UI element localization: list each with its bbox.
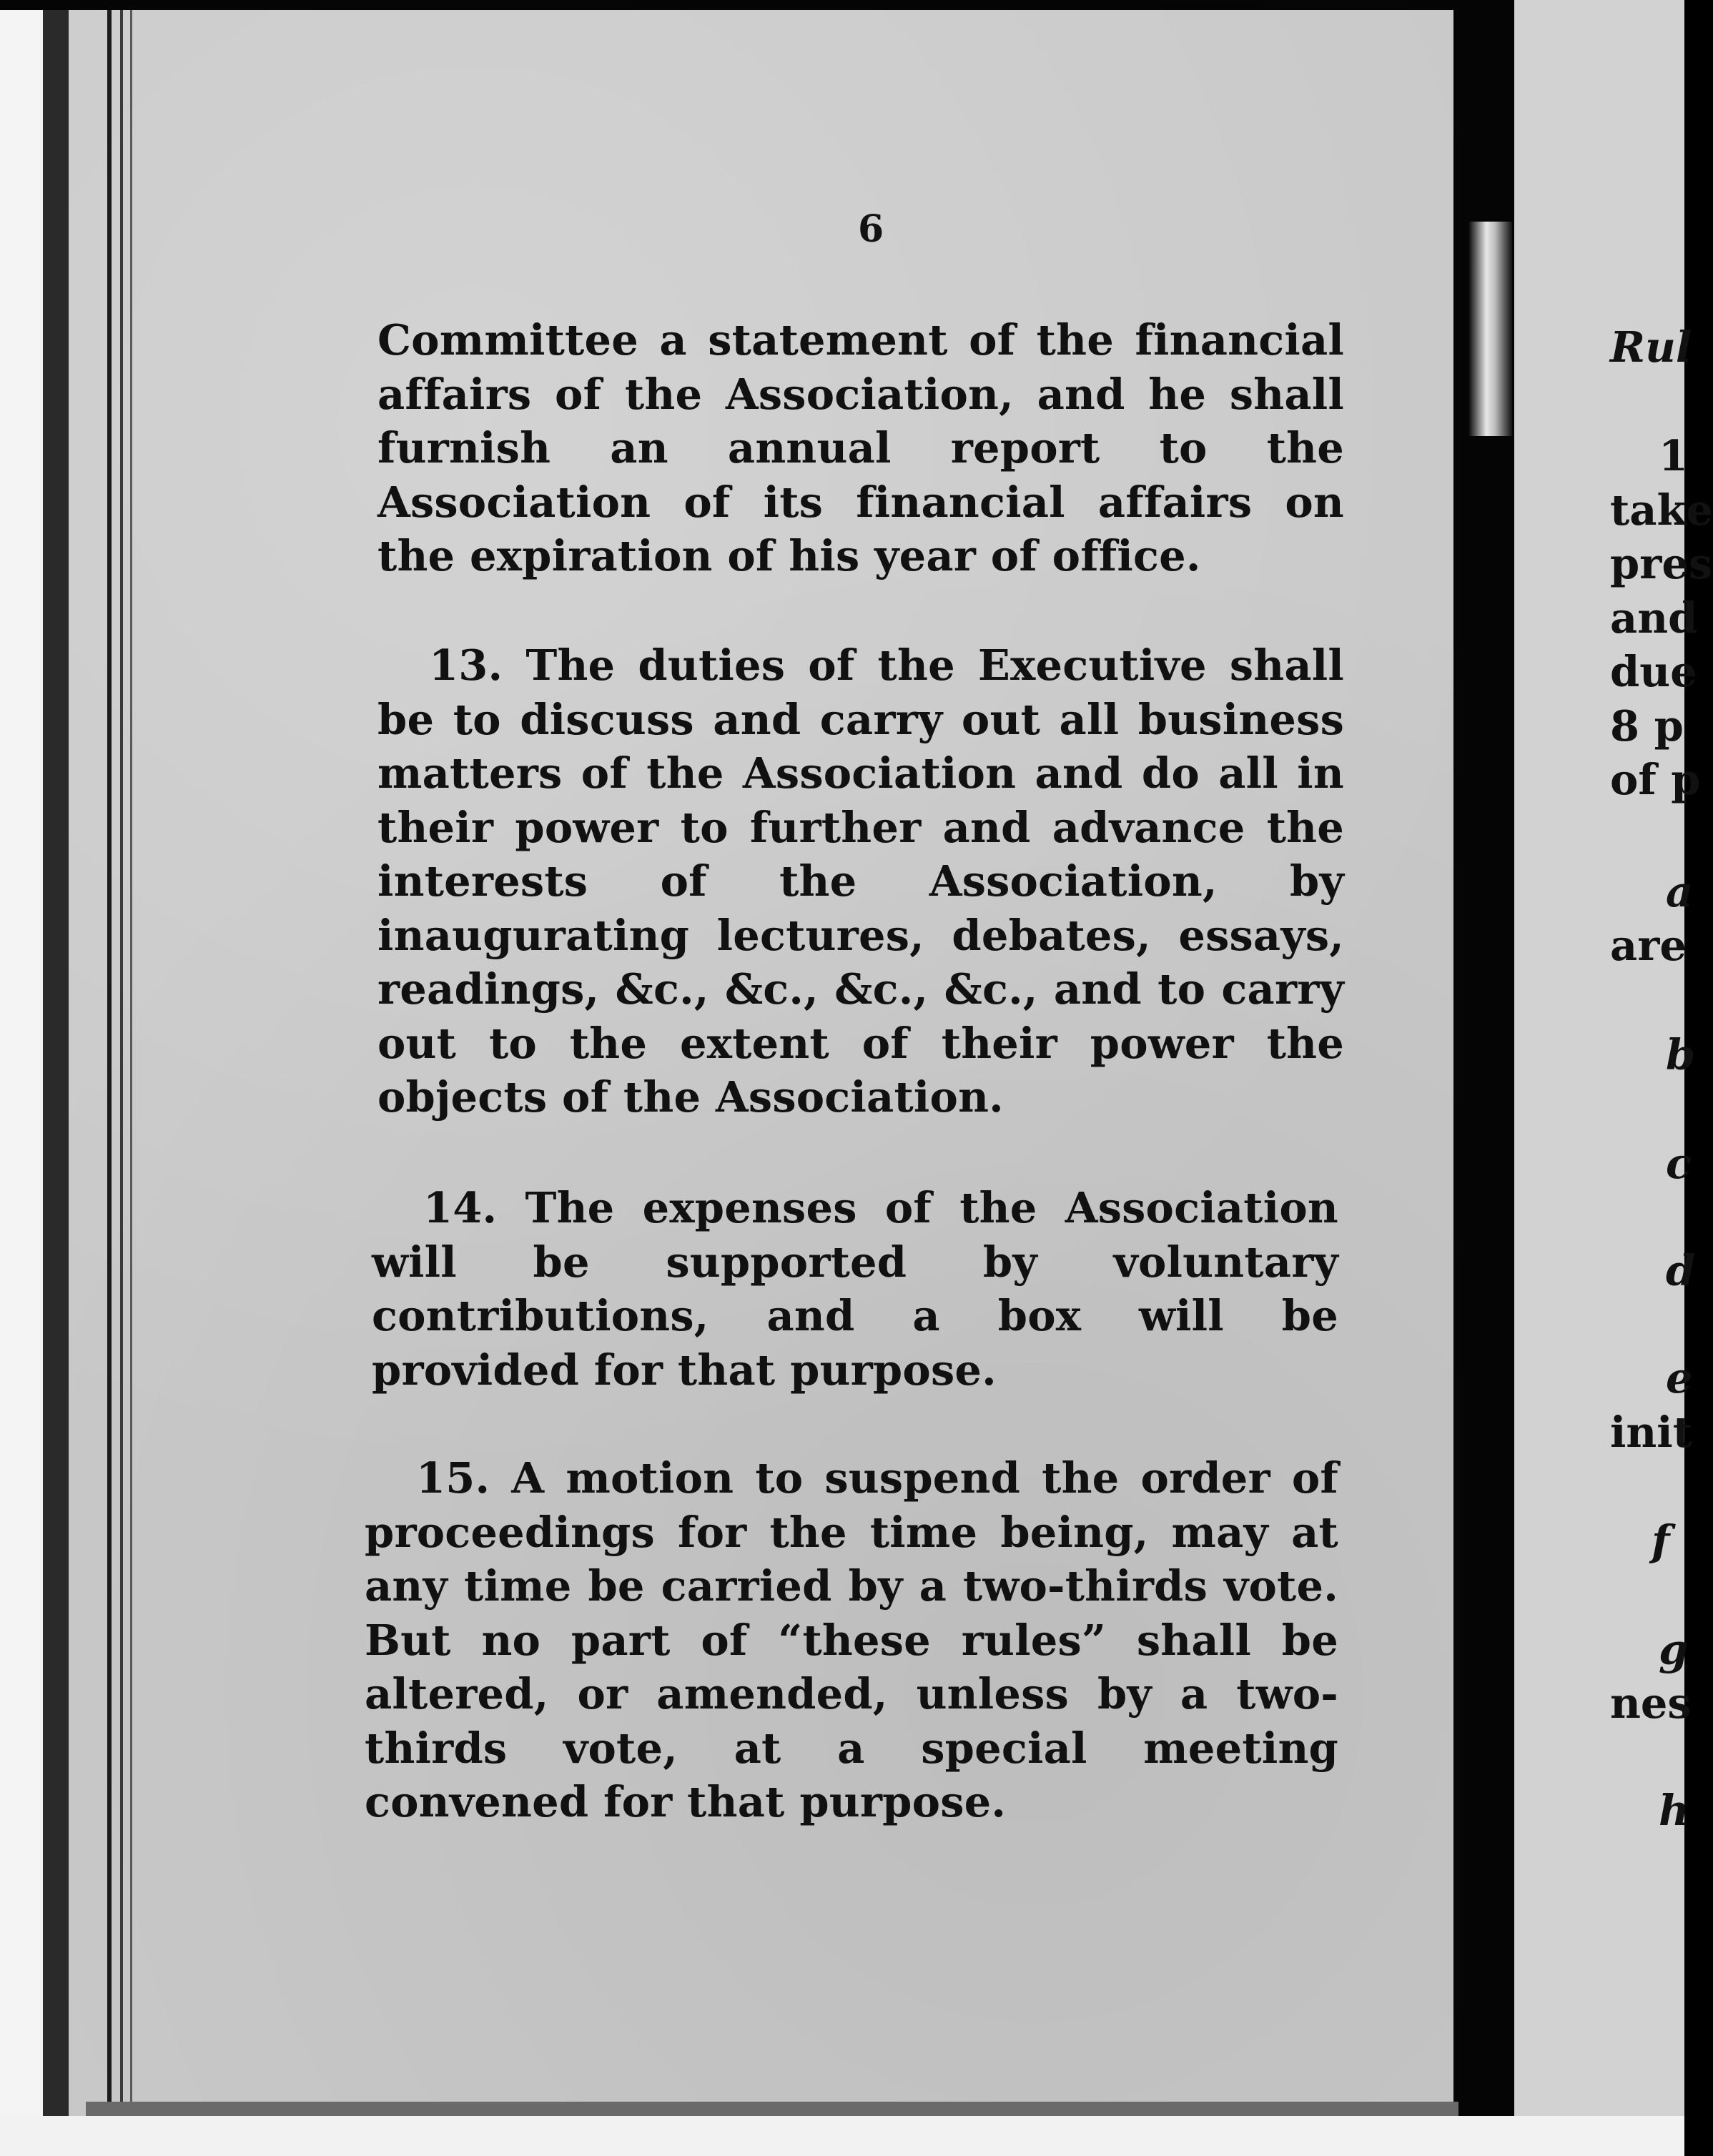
right-page-line: a	[1666, 867, 1694, 916]
paragraph-15	[365, 1451, 1338, 1829]
right-page-line: pres	[1610, 539, 1713, 588]
scan-border-top	[0, 0, 1684, 10]
right-page-line: d	[1666, 1246, 1696, 1295]
paper-edge-bottom	[0, 2116, 1684, 2156]
paragraph-15-text: 15. A motion to suspend the order of proceedings for the time being, may at any time be carried by a two-thirds vote. But no part of “these rules” shall be altered, or amended, unless by a two-thirds vote, at a special meeting convened for that purpose.	[365, 1453, 1338, 1826]
page-edge-line	[107, 0, 112, 2116]
right-page-line: g	[1659, 1625, 1689, 1674]
right-page-line: b	[1666, 1030, 1696, 1079]
paragraph-12-continuation: Committee a statement of the financial affairs of the Association, and he shall furnish an annual report to the Association of its financial affairs on the expiration of his year of office.	[377, 315, 1344, 580]
paragraph-13	[377, 638, 1344, 1124]
right-page-line: take	[1610, 485, 1713, 535]
paragraph-13-text: 13. The duties of the Executive shall be to discuss and carry out all business matters of the Association and do all in their power to further and advance the interests of the Association, by inaugurating lectures, debates, essays, readings, &c., &c., &c., &c., and to carry out to the extent of their power the objects of the Association.	[377, 641, 1344, 1122]
page-edge-line	[130, 0, 132, 2116]
right-page-line: init	[1610, 1408, 1692, 1457]
page-bottom-shadow	[86, 2102, 1458, 2117]
paragraph-14-text: 14. The expenses of the Association will be supported by voluntary contributions, and a box will be provided for that purpose.	[372, 1183, 1338, 1395]
right-page-line: and	[1610, 593, 1698, 643]
right-page-line: f	[1652, 1516, 1670, 1566]
right-page-line: nes	[1610, 1678, 1692, 1728]
paragraph-14	[372, 1181, 1338, 1397]
right-page-line: 8 p	[1610, 701, 1684, 751]
gutter-highlight	[1469, 222, 1512, 436]
right-page-line: 1	[1659, 431, 1689, 480]
right-page-line: h	[1659, 1786, 1689, 1835]
right-page-line: are	[1610, 921, 1687, 970]
right-page-heading-fragment: Rul	[1610, 322, 1692, 372]
right-page-line: e	[1666, 1353, 1693, 1403]
page-stack-edge	[43, 0, 69, 2116]
right-page-line: due	[1610, 647, 1697, 696]
page-edge-line	[120, 0, 123, 2116]
right-page-line: c	[1666, 1139, 1692, 1188]
right-page-line: of p	[1610, 755, 1701, 804]
page-number: 6	[858, 207, 884, 251]
